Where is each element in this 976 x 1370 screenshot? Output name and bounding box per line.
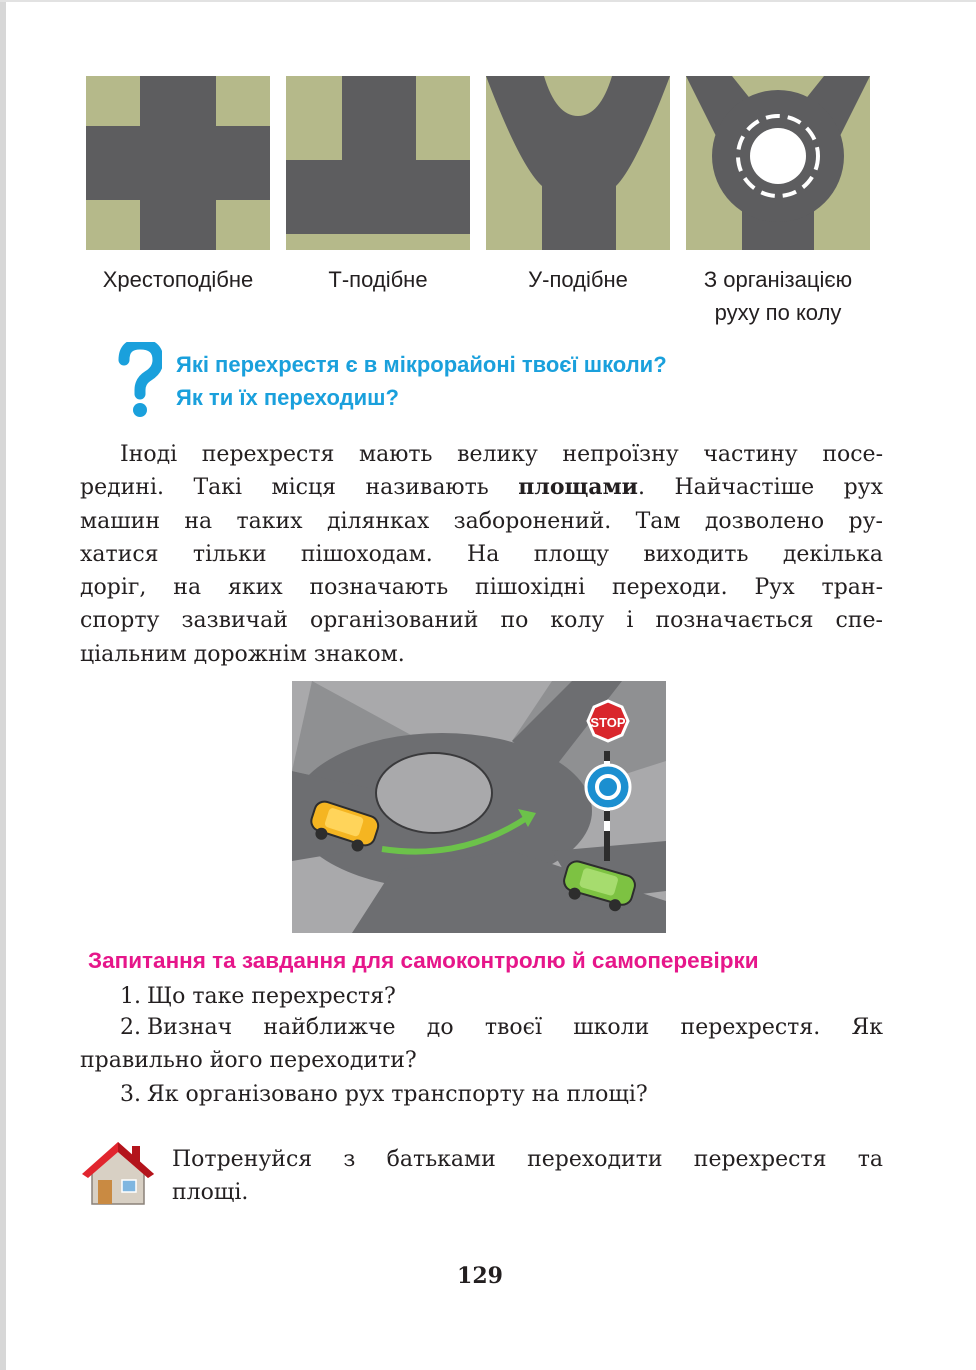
review-question-3 (120, 1078, 648, 1111)
roundabout-intersection-image (686, 76, 870, 250)
question-text: Як організовано рух транспорту на площі? (147, 1082, 648, 1107)
paragraph-line: спорту зазвичай організований по колу і позначається спе- (80, 608, 883, 634)
paragraph-line: Іноді перехрестя мають велику непроїзну частину посе- (120, 442, 883, 467)
paragraph-line-tail: . Найчастіше рух (638, 475, 883, 501)
paragraph-line: ціальним дорожнім знаком. (80, 641, 405, 667)
paragraph-line-text: редині. Такі місця називають (80, 475, 519, 501)
roundabout-caption-line2: руху по колу (714, 300, 842, 325)
paragraph-line (80, 471, 883, 504)
t-intersection-image (286, 76, 470, 250)
question-line-1: Які перехрестя є в мікрорайоні твоєї школи? (176, 352, 667, 377)
main-paragraph (80, 438, 883, 671)
review-question-2 (120, 1011, 883, 1044)
t-intersection-caption: Т-подібне (328, 267, 428, 292)
roundabout-intersection-caption (678, 263, 878, 329)
page-number: 129 (457, 1263, 503, 1289)
question-number: 1. (120, 984, 141, 1009)
paragraph-line: хатися тільки пішоходам. На площу виходить декілька (80, 541, 883, 567)
paragraph-line: машин на таких ділянках заборонений. Там дозволено ру- (80, 508, 883, 534)
bold-term: площами (518, 474, 638, 501)
review-heading: Запитання та завдання для самоконтролю й самоперевірки (88, 948, 759, 973)
review-question-2-continued: правильно його переходити? (80, 1048, 417, 1073)
question-text: Визнач найближче до твоєї школи перехрестя. Як (147, 1015, 883, 1040)
y-intersection-image (486, 76, 670, 250)
roundabout-caption-line1: З організацією (703, 267, 853, 292)
y-intersection-caption: У-подібне (528, 267, 628, 292)
question-block (176, 348, 896, 414)
page-frame-top (0, 0, 976, 2)
question-number: 2. (120, 1015, 141, 1040)
question-line-2: Як ти їх переходиш? (176, 385, 399, 410)
home-task-text (172, 1143, 883, 1209)
cross-intersection-image (86, 76, 270, 250)
cross-intersection-caption: Хрестоподібне (102, 267, 254, 292)
home-task-line-2: площі. (172, 1180, 249, 1205)
question-mark-icon (116, 342, 162, 420)
question-number: 3. (120, 1082, 141, 1107)
house-icon (78, 1136, 156, 1210)
home-task-line-1: Потренуйся з батьками переходити перехрестя та (172, 1147, 883, 1172)
page-frame-left (0, 0, 6, 1370)
roundabout-scene-illustration (292, 681, 666, 933)
review-question-1 (120, 980, 396, 1013)
question-text: Що таке перехрестя? (147, 984, 396, 1009)
stop-sign-text: STOP (590, 715, 626, 730)
paragraph-line: доріг, на яких позначають пішохідні переходи. Рух тран- (80, 575, 883, 601)
